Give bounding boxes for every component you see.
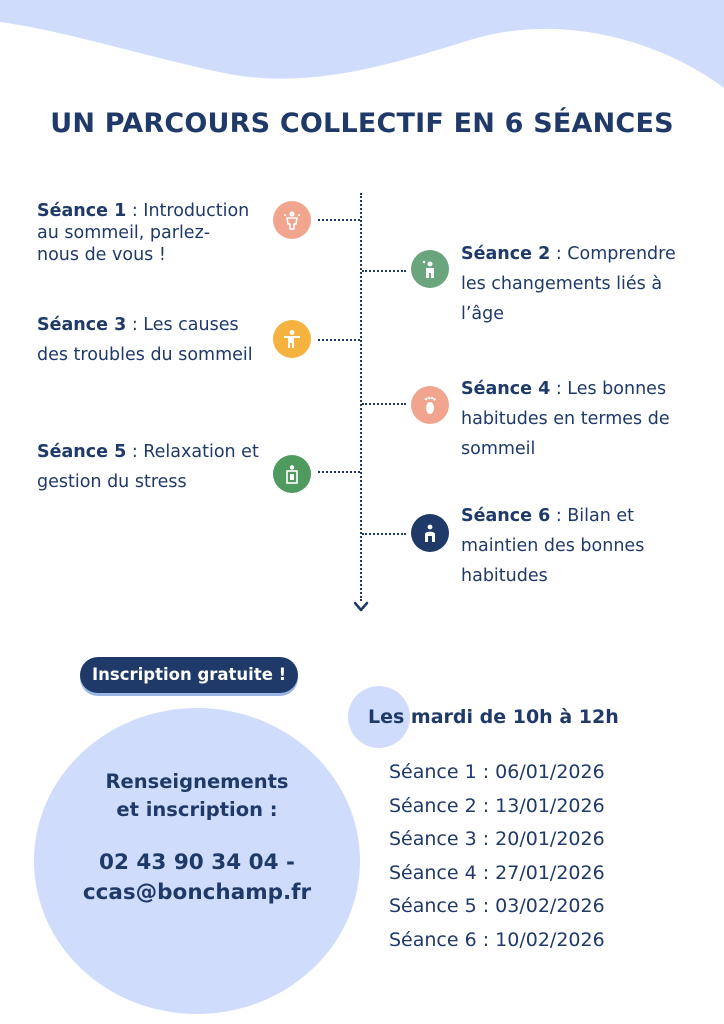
session-3-label: Séance 3 [37, 315, 127, 335]
contact-title: Renseignements et inscription : [105, 770, 289, 821]
session-1-icon [273, 201, 311, 239]
contact-details [34, 848, 360, 908]
date-line: Séance 2 : 13/01/2026 [389, 794, 605, 817]
date-line: Séance 1 : 06/01/2026 [389, 761, 605, 783]
session-2-label: Séance 2 [461, 244, 551, 264]
page-title: UN PARCOURS COLLECTIF EN 6 SÉANCES [50, 108, 674, 139]
arrow-down-icon [352, 600, 370, 614]
schedule-dates [389, 756, 605, 958]
timeline-connector [318, 219, 360, 221]
date-line: Séance 3 : 20/01/2026 [389, 828, 605, 851]
session-1-text: Séance 1 : Introduction au sommeil, parlez- nous de vous ! [37, 201, 250, 265]
person-icon [281, 209, 303, 231]
stretch-icon [281, 328, 303, 350]
elder-icon [419, 258, 441, 280]
meditation-icon [281, 463, 303, 485]
timeline-connector [362, 533, 406, 535]
person-badge-icon [419, 522, 441, 544]
footprint-icon [419, 394, 441, 416]
free-registration-badge: Inscription gratuite ! [80, 657, 298, 693]
session-5-text: Séance 5 : Relaxation et gestion du stress [37, 442, 259, 492]
session-3-icon [273, 320, 311, 358]
session-4-icon [411, 386, 449, 424]
session-3-text: Séance 3 : Les causes des troubles du sommeil [37, 315, 253, 365]
session-6-text: Séance 6 : Bilan et maintien des bonnes habitudes [461, 506, 645, 586]
top-wave-decoration [0, 0, 724, 120]
session-1-label: Séance 1 [37, 201, 127, 221]
session-4-label: Séance 4 [461, 379, 551, 399]
session-6-icon [411, 514, 449, 552]
session-5-label: Séance 5 [37, 442, 127, 462]
phone-number[interactable]: 02 43 90 34 04 - [99, 850, 295, 875]
timeline-connector [362, 270, 406, 272]
email-address[interactable]: ccas@bonchamp.fr [82, 880, 312, 905]
date-line: Séance 5 : 03/02/2026 [389, 895, 605, 918]
date-line: Séance 6 : 10/02/2026 [389, 928, 605, 951]
date-line: Séance 4 : 27/01/2026 [389, 861, 605, 884]
timeline-line [360, 193, 362, 601]
session-4-text: Séance 4 : Les bonnes habitudes en termes de sommeil [461, 379, 670, 459]
schedule-title: Les mardi de 10h à 12h [368, 706, 619, 728]
timeline-connector [318, 339, 360, 341]
session-6-label: Séance 6 [461, 506, 551, 526]
timeline-connector [362, 403, 406, 405]
timeline-connector [318, 471, 360, 473]
session-5-icon [273, 455, 311, 493]
session-2-icon [411, 250, 449, 288]
session-2-text: Séance 2 : Comprendre les changements liés à l’âge [461, 244, 676, 324]
